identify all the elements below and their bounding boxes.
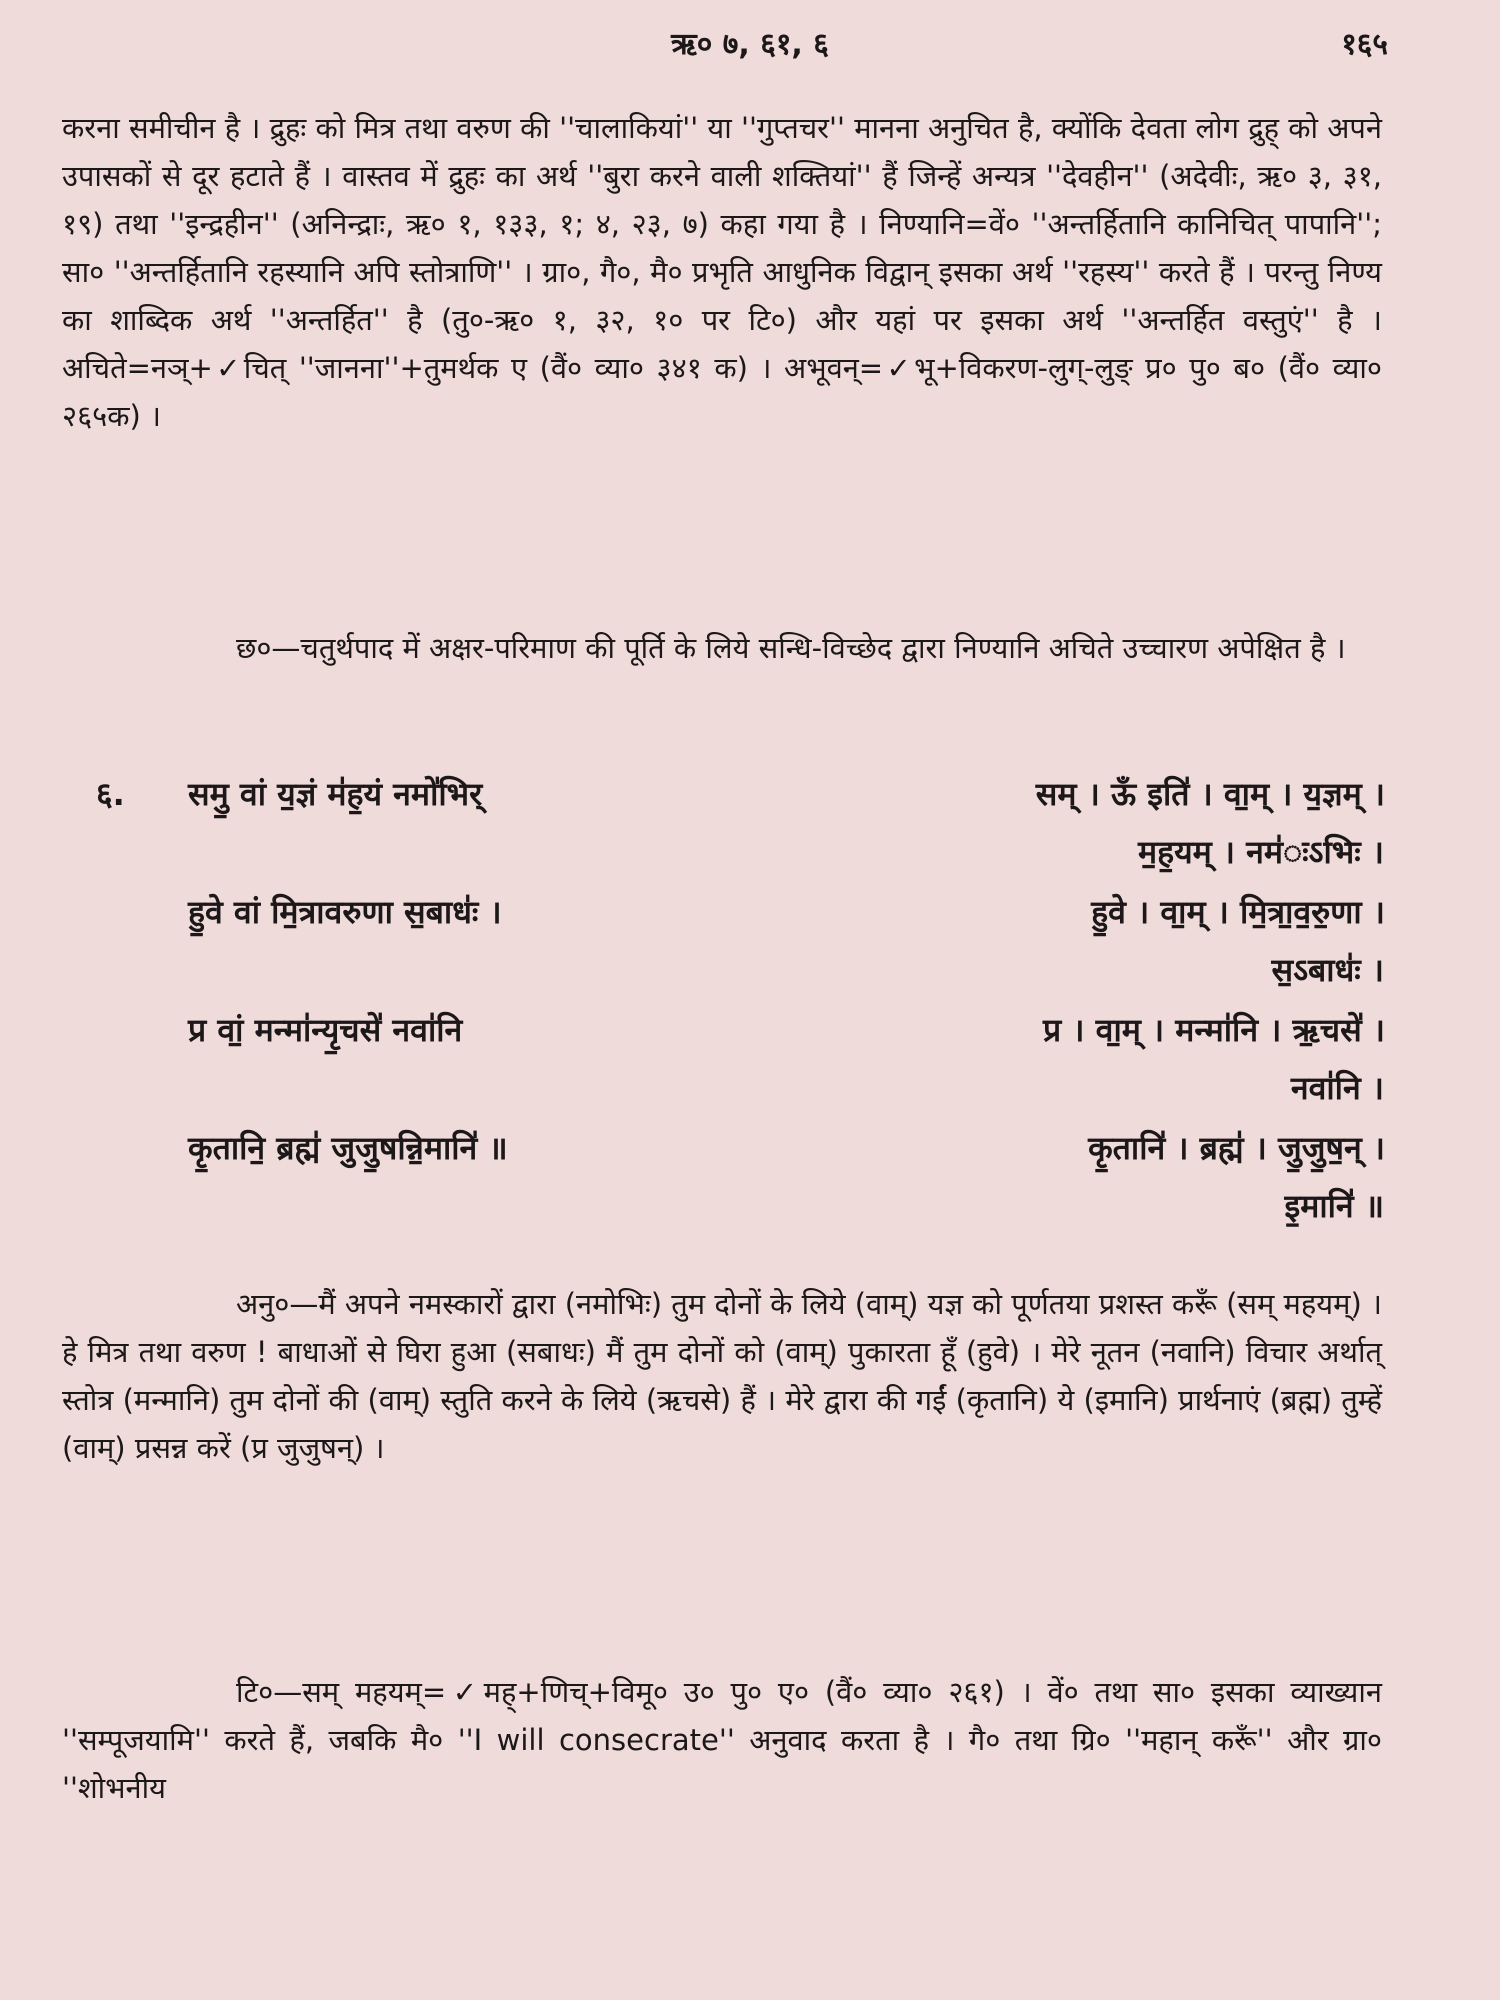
metre-note-text: छ०—चतुर्थपाद में अक्षर-परिमाण की पूर्ति के लिये सन्धि-विच्छेद द्वारा निण्यानि अचिते उच्चारण अपेक्षित है । [236,631,1346,665]
samhita-line: कृ॒तानि॒ ब्रह्म॑ जुजु॒षन्नि॒मानि॑ ॥ [188,1129,508,1167]
padapatha-line: कृ॒तानि॑ । ब्रह्म॑ । जु॒जु॒ष॒न् । [1088,1129,1385,1167]
verse-row [62,890,1392,946]
commentary-paragraph: करना समीचीन है । द्रुहः को मित्र तथा वरुण की ''चालाकियां'' या ''गुप्तचर'' मानना अनुचित है, क्योंकि देवता लोग द्रुह् को अपने उपासकों से दूर हटाते हैं । वास्तव में द्रुहः का अर्थ ''बुरा करने वाली शक्तियां'' हैं जिन्हें अन्यत्र ''देवहीन'' (अदेवीः, ऋ० ३, ३१, १९) तथा ''इन्द्रहीन'' (अनिन्द्राः, ऋ० १, १३३, १; ४, २३, ७) कहा गया है । निण्यानि=वें० ''अन्तर्हितानि कानिचित् पापानि''; सा० ''अन्तर्हितानि रहस्यानि अपि स्तोत्राणि'' । ग्रा०, गै०, मै० प्रभृति आधुनिक विद्वान् इसका अर्थ ''रहस्य'' करते हैं । परन्तु निण्य का शाब्दिक अर्थ ''अन्तर्हित'' है (तु०-ऋ० १, ३२, १० पर टि०) और यहां पर इसका अर्थ ''अन्तर्हित वस्तुएं'' है । अचिते=नञ्+✓चित् ''जानना''+तुमर्थक ए (वैं० व्या० ३४१ क) । अभूवन्=✓भू+विकरण-लुग्-लुङ् प्र० पु० ब० (वैं० व्या० २६५क) । [62,111,1382,433]
notes-text: टि०—सम् महयम्=✓मह्+णिच्+विमू० उ० पु० ए० (वैं० व्या० २६१) । वें० तथा सा० इसका व्याख्यान ''सम्पूजयामि'' करते हैं, जबकि मै० ''I will consecrate'' अनुवाद करता है । गै० तथा ग्रि० ''महान् करूँ'' और ग्रा० ''शोभनीय [62,1675,1382,1805]
verse-number: ६. [96,775,125,813]
notes-paragraph [62,1668,1382,1812]
verse-row-continuation [62,1066,1392,1122]
padapatha-continuation: इ॒मानि॑ ॥ [1284,1187,1384,1225]
translation-text: अनु०—मैं अपने नमस्कारों द्वारा (नमोभिः) तुम दोनों के लिये (वाम्) यज्ञ को पूर्णतया प्रशस्त करूँ (सम् महयम्) । हे मित्र तथा वरुण ! बाधाओं से घिरा हुआ (सबाधः) मैं तुम दोनों को (वाम्) पुकारता हूँ (हुवे) । मेरे नूतन (नवानि) विचार अर्थात् स्तोत्र (मन्मानि) तुम दोनों की (वाम्) स्तुति करने के लिये (ऋचसे) हैं । मेरे द्वारा की गईं (कृतानि) ये (इमानि) प्रार्थनाएं (ब्रह्म) तुम्हें (वाम्) प्रसन्न करें (प्र जुजुषन्) । [62,1287,1382,1465]
translation-paragraph [62,1280,1382,1472]
padapatha-line: प्र । वा॒म् । मन्मा॑नि । ऋ॒चसे॑ । [1043,1011,1385,1049]
verse-row [62,772,1392,828]
samhita-line: प्र वां॒ मन्मा॑न्यृ॒चसे॑ नवा॑नि [188,1011,463,1049]
padapatha-line: सम् । ऊँ इति॑ । वा॒म् । य॒ज्ञम् । [1035,775,1385,813]
padapatha-continuation: स॒ऽबाधः॑ । [1271,951,1384,989]
verse-row [62,1126,1392,1182]
verse-row-continuation [62,948,1392,1004]
metre-note [62,624,1382,672]
page-header [0,22,1500,72]
padapatha-line: हु॒वे । वा॒म् । मि॒त्रा॒व॒रु॒णा । [1091,893,1385,931]
verse-row-continuation [62,830,1392,886]
page-number: १६५ [1341,27,1388,62]
padapatha-continuation: म॒ह॒यम् । नम॑ःऽभिः । [1137,833,1384,871]
verse-row-continuation [62,1184,1392,1240]
padapatha-continuation: नवा॑नि । [1290,1069,1384,1107]
samhita-line: समु॒ वां य॒ज्ञं म॑ह॒यं नमो॑भिर् [188,775,483,813]
samhita-line: हु॒वे वां मि॒त्रावरुणा स॒बाधः॑ । [188,893,502,931]
verse-row [62,1008,1392,1064]
verse-reference: ऋ० ७, ६१, ६ [671,27,829,62]
